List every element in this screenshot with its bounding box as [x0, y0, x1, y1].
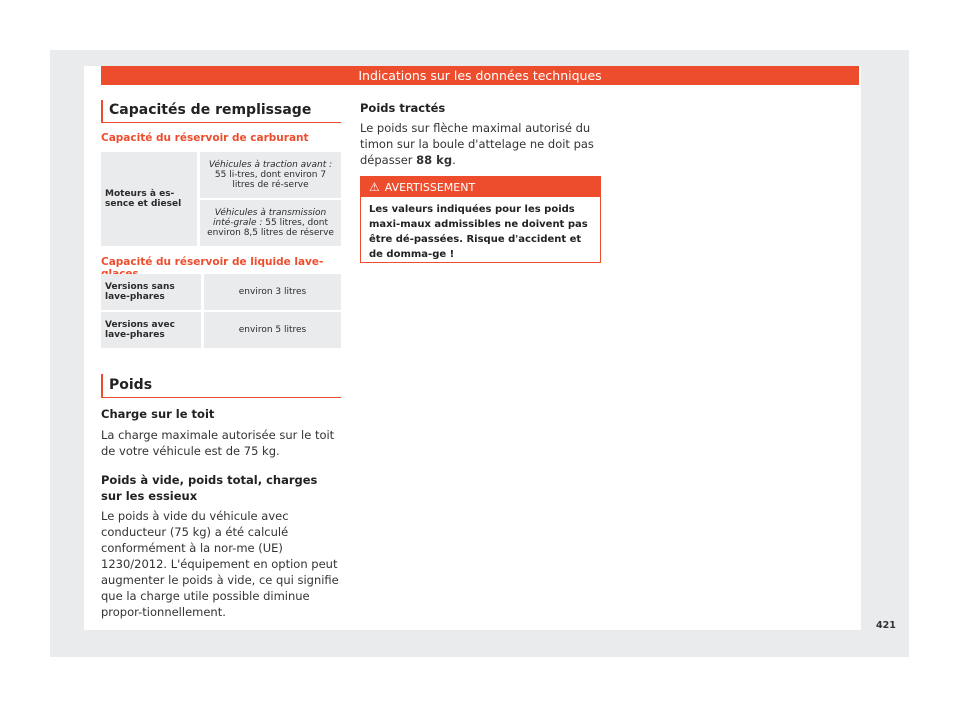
warning-header — [361, 177, 600, 197]
warning-title: AVERTISSEMENT — [384, 181, 476, 194]
roof-text: La charge maximale autorisée sur le toit de votre véhicule est de 75 kg. — [101, 428, 335, 458]
washer-row-value: environ 5 litres — [201, 312, 341, 348]
roof-heading: Charge sur le toit — [101, 407, 215, 421]
page-header: Indications sur les données techniques — [101, 66, 859, 85]
table-row — [101, 152, 341, 198]
table-row — [101, 274, 341, 310]
fuel-option — [197, 200, 341, 246]
fuel-table — [101, 150, 341, 248]
towing-text-body: Le poids sur flèche maximal autorisé du timon sur la boule d'attelage ne doit pas dépasser — [360, 121, 594, 167]
towing-text — [360, 120, 604, 168]
washer-row-value: environ 3 litres — [201, 274, 341, 310]
fuel-option-value: 55 litres, dont environ 8,5 litres de réserve — [207, 218, 334, 238]
fuel-row-label: Moteurs à es-sence et diesel — [101, 152, 197, 246]
washer-subtitle: Capacité du réservoir de liquide lave- — [101, 256, 324, 268]
page-number: 421 — [876, 620, 896, 631]
table-row — [101, 312, 341, 348]
washer-row-label: Versions sans lave-phares — [101, 274, 201, 310]
fuel-option-label: Véhicules à transmission inté-grale : — [213, 208, 327, 228]
washer-row-label: Versions avec lave-phares — [101, 312, 201, 348]
towing-heading: Poids tractés — [360, 101, 446, 115]
weights-heading: Poids à vide, poids total, charges sur les essieux — [101, 473, 318, 503]
weights-text: Le poids à vide du véhicule avec conducteur (75 kg) a été calculé conformément à la nor-me (UE) 1230/2012. L'équipement en option peut augmenter le poids à vide, ce qui signifie que la charge utile possible diminue propor-tionnellement. — [101, 509, 339, 619]
fuel-option-value: 55 li-tres, dont environ 7 litres de ré-serve — [214, 170, 327, 190]
towing-value: 88 kg — [416, 153, 453, 167]
fuel-option — [197, 152, 341, 198]
fuel-option-label: Véhicules à traction avant : — [208, 160, 333, 170]
washer-table — [101, 272, 341, 350]
warning-text: Les valeurs indiquées pour les poids maxi-maux admissibles ne doivent pas être dé-passées. Risque d'accident et de domma-ge ! — [369, 204, 588, 260]
warning-icon: ⚠ — [369, 180, 380, 194]
warning-box — [360, 176, 601, 263]
section-title-poids: Poids — [101, 374, 341, 398]
fuel-subtitle: Capacité du réservoir de carburant — [101, 132, 309, 144]
section-title-capacites: Capacités de remplissage — [101, 100, 341, 123]
towing-text-end: . — [452, 153, 456, 167]
